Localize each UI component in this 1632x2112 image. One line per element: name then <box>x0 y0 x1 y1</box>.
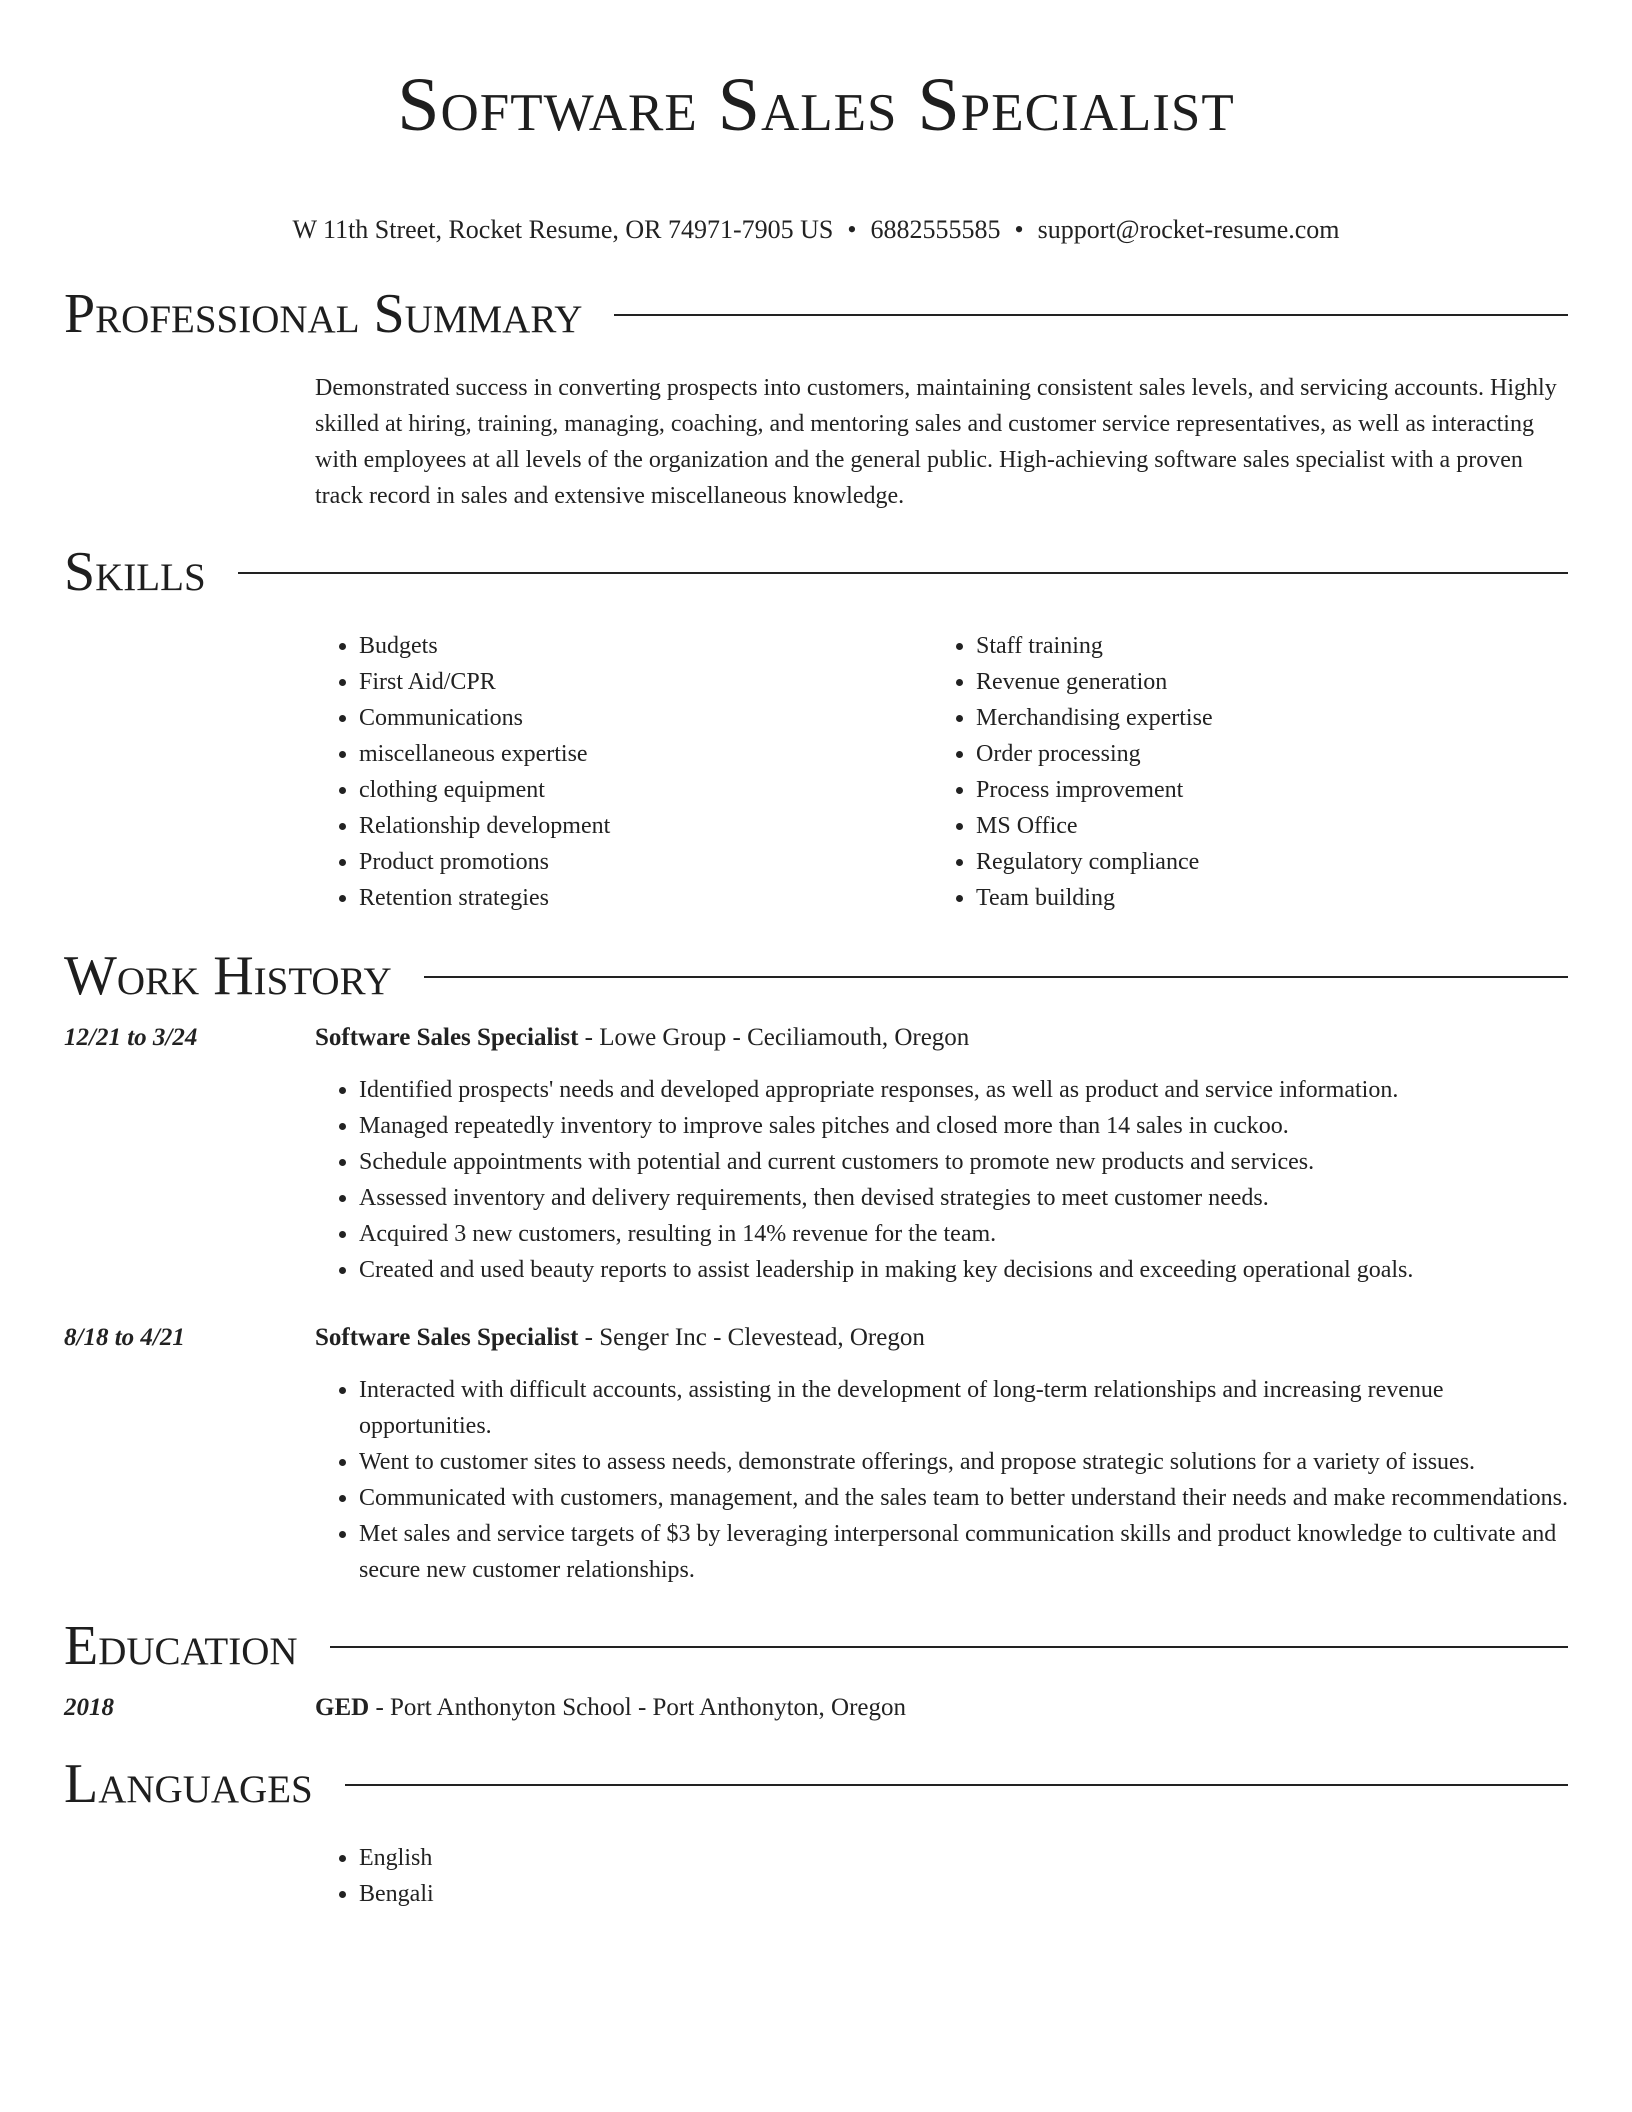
education-section-title: Education <box>64 1615 298 1677</box>
work-entry-title <box>315 1320 925 1356</box>
skill-item: • Staff training <box>976 628 1549 664</box>
job-employer-location: - Lowe Group - Ceciliamouth, Oregon <box>578 1024 970 1051</box>
skill-item: • Regulatory compliance <box>976 844 1549 880</box>
section-divider <box>614 314 1568 316</box>
work-entry <box>64 1020 1568 1288</box>
work-entry-dates: 8/18 to 4/21 <box>64 1324 185 1351</box>
language-item: • Bengali <box>359 1876 1568 1912</box>
section-divider <box>424 976 1568 978</box>
work-bullet: • Managed repeatedly inventory to improve sales pitches and closed more than 14 sales in cuckoo. <box>359 1108 1568 1144</box>
work-bullet: • Interacted with difficult accounts, assisting in the development of long-term relationships and increasing revenue opportunities. <box>359 1372 1568 1444</box>
work-entry-header <box>64 1320 1568 1356</box>
skill-item: • Communications <box>359 700 932 736</box>
skill-item: • Process improvement <box>976 772 1549 808</box>
work-section-header <box>64 944 1568 1008</box>
skill-item: • Team building <box>976 880 1549 916</box>
work-bullet: • Created and used beauty reports to assist leadership in making key decisions and exceeding operational goals. <box>359 1252 1568 1288</box>
languages-list <box>315 1840 1568 1912</box>
contact-separator: • <box>1014 215 1024 244</box>
skill-item: • miscellaneous expertise <box>359 736 932 772</box>
skills-section-title: Skills <box>64 541 206 603</box>
education-year: 2018 <box>64 1694 114 1721</box>
contact-separator: • <box>847 215 857 244</box>
languages-section-title: Languages <box>64 1753 313 1815</box>
education-entry <box>64 1690 1568 1726</box>
candidate-name: Software Sales Specialist <box>397 63 1235 147</box>
contact-address: W 11th Street, Rocket Resume, OR 74971-7905 US <box>292 215 834 244</box>
section-divider <box>345 1784 1568 1786</box>
education-section-header <box>64 1614 1568 1678</box>
languages-section-header <box>64 1752 1568 1816</box>
work-entry-dates: 12/21 to 3/24 <box>64 1024 198 1051</box>
work-bullet: • Met sales and service targets of $3 by leveraging interpersonal communication skills and product knowledge to cultivate and secure new customer relationships. <box>359 1516 1568 1588</box>
job-role: Software Sales Specialist <box>315 1024 579 1051</box>
summary-text: Demonstrated success in converting prospects into customers, maintaining consistent sales levels, and servicing accounts. Highly skilled at hiring, training, managing, coaching, and mentoring sales and customer service representatives, as well as interacting with employees at all levels of the organization and the general public. High-achieving software sales specialist with a proven track record in sales and extensive miscellaneous knowledge. <box>315 375 1557 509</box>
work-bullet: • Went to customer sites to assess needs, demonstrate offerings, and propose strategic solutions for a variety of issues. <box>359 1444 1568 1480</box>
skill-item: • Budgets <box>359 628 932 664</box>
section-divider <box>238 572 1568 574</box>
summary-section-title: Professional Summary <box>64 283 583 345</box>
work-bullet: • Schedule appointments with potential and current customers to promote new products and services. <box>359 1144 1568 1180</box>
summary-section-header <box>64 282 1568 346</box>
section-divider <box>330 1646 1568 1648</box>
education-school-location: - Port Anthonyton School - Port Anthonyton, Oregon <box>369 1694 906 1721</box>
skill-item: • Revenue generation <box>976 664 1549 700</box>
work-bullet: • Identified prospects' needs and developed appropriate responses, as well as product and service information. <box>359 1072 1568 1108</box>
language-item: • English <box>359 1840 1568 1876</box>
work-bullet: • Assessed inventory and delivery requirements, then devised strategies to meet customer needs. <box>359 1180 1568 1216</box>
work-bullet: • Acquired 3 new customers, resulting in 14% revenue for the team. <box>359 1216 1568 1252</box>
education-title <box>315 1690 906 1726</box>
work-bullet: • Communicated with customers, management, and the sales team to better understand their needs and make recommendations. <box>359 1480 1568 1516</box>
contact-email: support@rocket-resume.com <box>1037 215 1340 244</box>
skill-item: • First Aid/CPR <box>359 664 932 700</box>
skill-item: • Product promotions <box>359 844 932 880</box>
job-employer-location: - Senger Inc - Clevestead, Oregon <box>578 1324 925 1351</box>
education-degree: GED <box>315 1694 370 1721</box>
skill-item: • clothing equipment <box>359 772 932 808</box>
contact-phone: 6882555585 <box>870 215 1001 244</box>
skills-column-left <box>315 628 932 916</box>
work-entry-bullets <box>315 1072 1568 1288</box>
contact-line <box>64 212 1568 248</box>
skill-item: • Merchandising expertise <box>976 700 1549 736</box>
work-entry-header <box>64 1020 1568 1056</box>
work-entry-bullets <box>315 1372 1568 1588</box>
skills-section-header <box>64 540 1568 604</box>
job-role: Software Sales Specialist <box>315 1324 579 1351</box>
skill-item: • Relationship development <box>359 808 932 844</box>
work-section-title: Work History <box>64 945 392 1007</box>
skill-item: • MS Office <box>976 808 1549 844</box>
skill-item: • Retention strategies <box>359 880 932 916</box>
skill-item: • Order processing <box>976 736 1549 772</box>
work-entry-title <box>315 1020 969 1056</box>
skills-column-right <box>932 628 1549 916</box>
work-entry <box>64 1320 1568 1588</box>
skills-list <box>315 628 1568 916</box>
